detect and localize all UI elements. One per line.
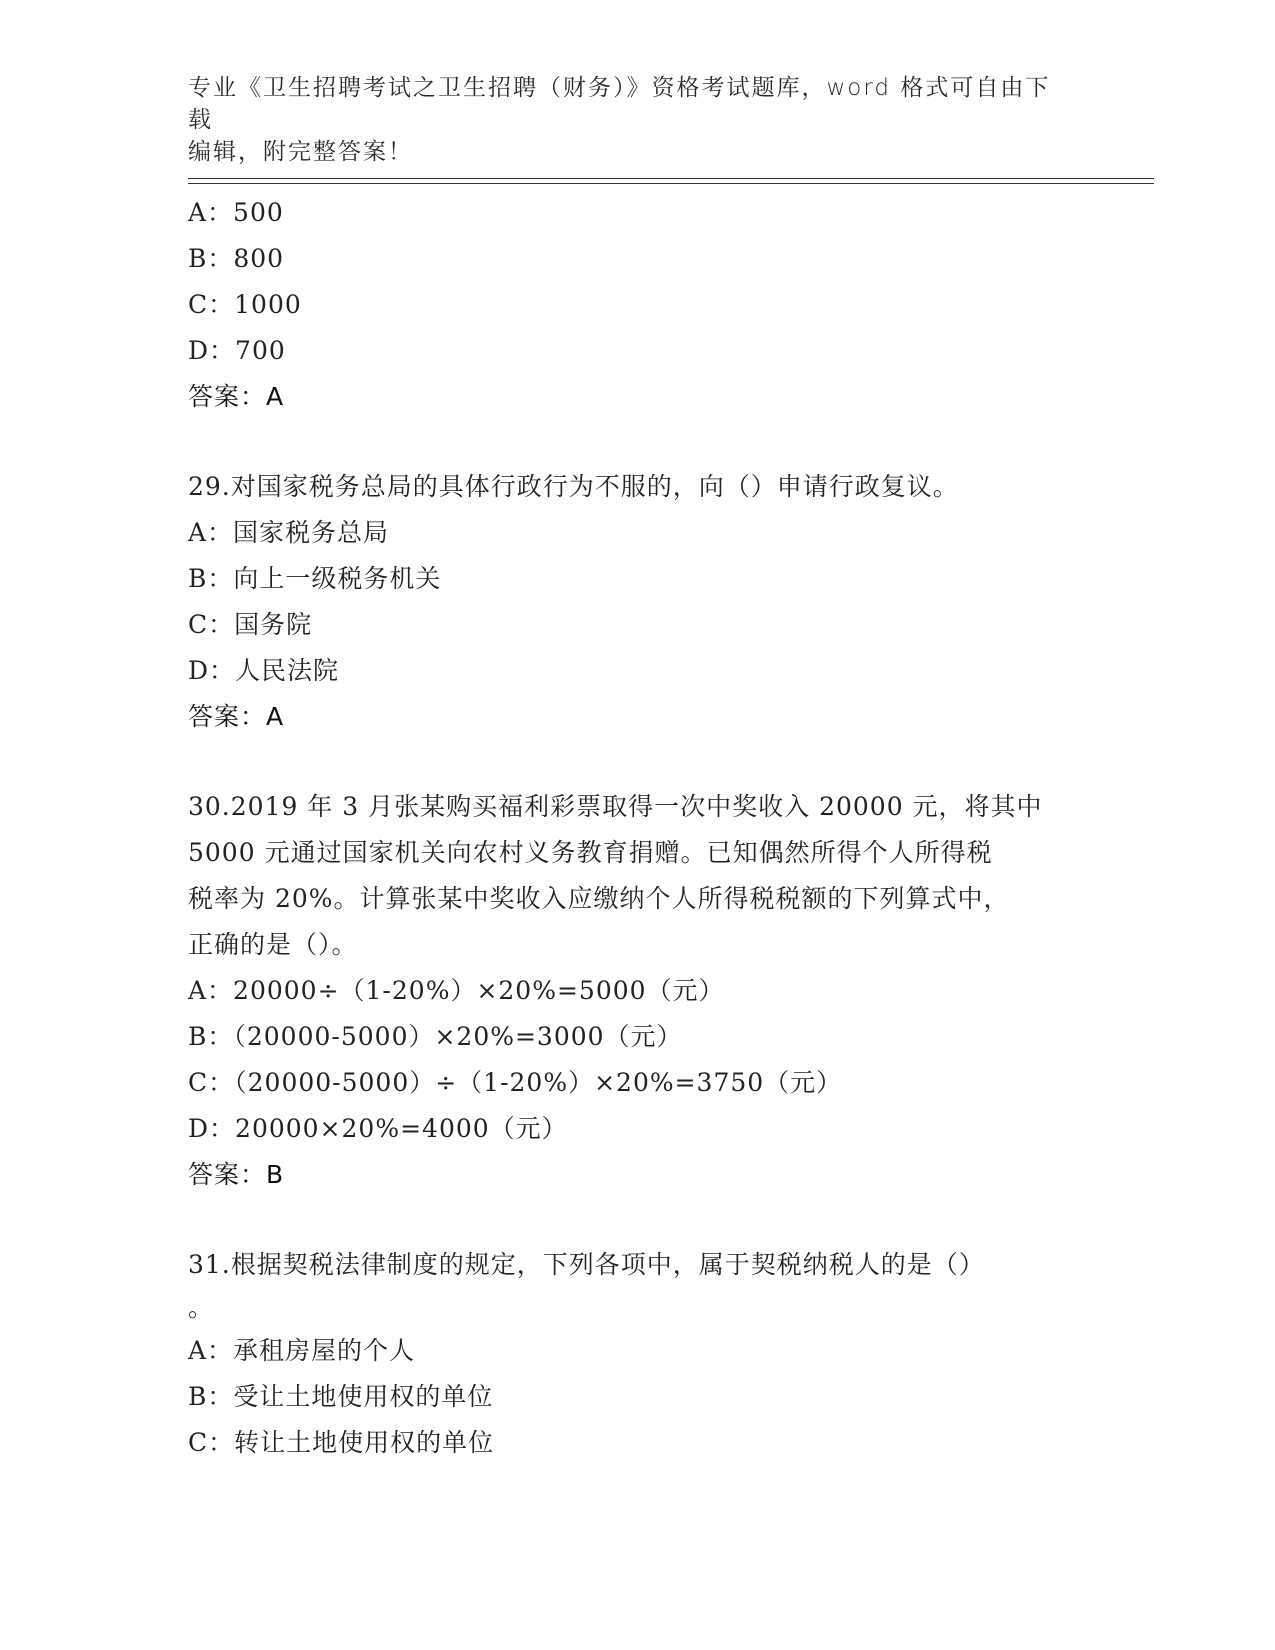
- option-c: C：国务院: [188, 610, 313, 639]
- option-c: C：转让土地使用权的单位: [188, 1428, 495, 1457]
- question-text: 29.对国家税务总局的具体行政行为不服的，向（）申请行政复议。: [188, 472, 959, 501]
- option-d: D：20000×20%=4000（元）: [188, 1114, 568, 1143]
- header-divider-bottom: [188, 183, 1154, 184]
- question-29-block: [188, 464, 1088, 740]
- header-line-1: 专业《卫生招聘考试之卫生招聘（财务）》资格考试题库，word 格式可自由下载: [188, 75, 1051, 133]
- question-text: 31.根据契税法律制度的规定，下列各项中，属于契税纳税人的是（）: [188, 1250, 985, 1279]
- answer-label: 答案：B: [188, 1160, 285, 1189]
- option-b: B：800: [188, 244, 285, 273]
- spacer: [188, 420, 1088, 464]
- option-b: B：（20000-5000）×20%=3000（元）: [188, 1022, 683, 1051]
- answer-label: 答案：A: [188, 382, 285, 411]
- spacer: [188, 1198, 1088, 1242]
- option-b: B：受让土地使用权的单位: [188, 1382, 494, 1411]
- question-31-block: [188, 1242, 1088, 1466]
- option-d: D：人民法院: [188, 656, 340, 685]
- header-line-2: 编辑，附完整答案！: [188, 139, 413, 165]
- option-a: A：20000÷（1-20%）×20%=5000（元）: [188, 976, 725, 1005]
- header-divider-top: [188, 178, 1154, 179]
- option-c: C：1000: [188, 290, 302, 319]
- question-text-line-4: 正确的是（）。: [188, 930, 358, 959]
- question-text-line-3: 税率为 20%。计算张某中奖收入应缴纳个人所得税税额的下列算式中，: [188, 884, 1010, 913]
- option-a: A：500: [188, 198, 284, 227]
- option-a: A：承租房屋的个人: [188, 1336, 416, 1365]
- question-28-block: [188, 190, 1088, 420]
- document-header: [188, 72, 1068, 168]
- question-text-line-2: 5000 元通过国家机关向农村义务教育捐赠。已知偶然所得个人所得税: [188, 838, 993, 867]
- option-c: C：（20000-5000）÷（1-20%）×20%=3750（元）: [188, 1068, 843, 1097]
- option-d: D：700: [188, 336, 286, 365]
- question-text-line-1: 30.2019 年 3 月张某购买福利彩票取得一次中奖收入 20000 元，将其中: [188, 792, 1043, 821]
- question-text-tail: 。: [188, 1293, 214, 1322]
- spacer: [188, 740, 1088, 784]
- question-content: [188, 190, 1088, 1466]
- option-a: A：国家税务总局: [188, 518, 390, 547]
- question-30-block: [188, 784, 1088, 1198]
- option-b: B：向上一级税务机关: [188, 564, 442, 593]
- answer-label: 答案：A: [188, 702, 285, 731]
